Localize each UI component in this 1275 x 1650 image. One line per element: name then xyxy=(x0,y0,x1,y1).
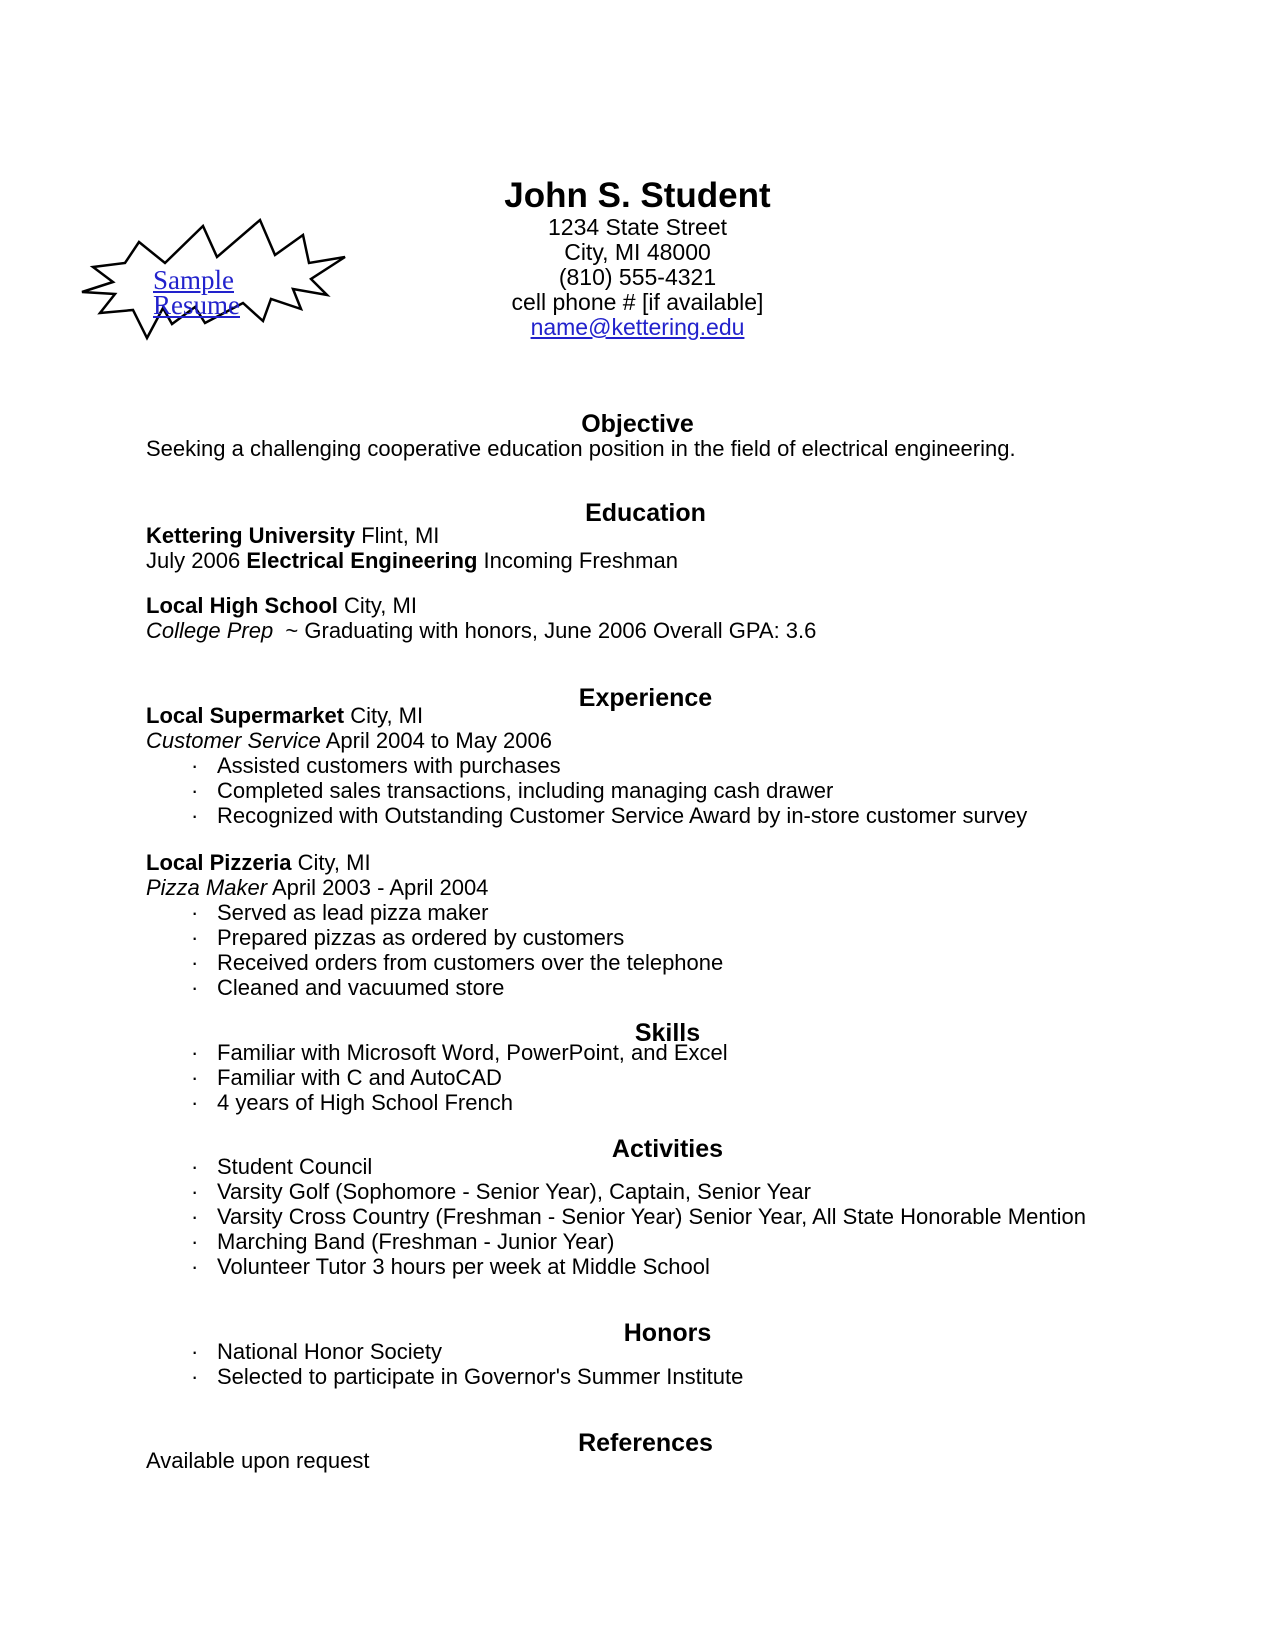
bullet-text: Completed sales transactions, including managing cash drawer xyxy=(217,778,834,803)
activities-list xyxy=(146,1154,1146,1279)
school-detail-line xyxy=(146,548,1146,573)
program-name: College Prep xyxy=(146,618,274,643)
school-location: Flint, MI xyxy=(361,523,440,548)
school-detail-line xyxy=(146,618,1146,643)
bullet-text: Student Council xyxy=(217,1154,373,1179)
bullet-text: Varsity Cross Country (Freshman - Senior Year) Senior Year, All State Honorable Mention xyxy=(217,1204,1087,1229)
references-text: Available upon request xyxy=(146,1448,370,1473)
degree-date: July 2006 xyxy=(146,548,241,573)
section-heading-skills: Skills xyxy=(634,1018,701,1047)
bullet-icon: · xyxy=(191,1204,199,1229)
program-detail: ~ Graduating with honors, June 2006 Overall GPA: 3.6 xyxy=(285,618,817,643)
bullet-icon: · xyxy=(191,1179,199,1204)
address-city: City, MI 48000 xyxy=(564,239,711,265)
bullet-text: Assisted customers with purchases xyxy=(217,753,561,778)
bullet-icon: · xyxy=(191,900,199,925)
address-street: 1234 State Street xyxy=(547,214,727,240)
objective-text: Seeking a challenging cooperative education position in the field of electrical engineering. xyxy=(146,436,1016,461)
bullet-text: National Honor Society xyxy=(217,1339,443,1364)
bullet-icon: · xyxy=(191,753,199,778)
company-location: City, MI xyxy=(297,850,371,875)
job-bullet xyxy=(146,975,1146,1000)
job-bullet xyxy=(146,778,1146,803)
bullet-text: Varsity Golf (Sophomore - Senior Year), Captain, Senior Year xyxy=(217,1179,811,1204)
bullet-icon: · xyxy=(191,950,199,975)
bullet-icon: · xyxy=(191,1154,199,1179)
company-location: City, MI xyxy=(350,703,424,728)
degree-status: Incoming Freshman xyxy=(483,548,678,573)
bullet-text: 4 years of High School French xyxy=(217,1090,513,1115)
phone-number: (810) 555-4321 xyxy=(558,264,717,290)
bullet-text: Cleaned and vacuumed store xyxy=(217,975,505,1000)
bullet-text: Familiar with Microsoft Word, PowerPoint, and Excel xyxy=(217,1040,728,1065)
bullet-icon: · xyxy=(191,1090,199,1115)
bullet-icon: · xyxy=(191,1040,199,1065)
school-location: City, MI xyxy=(344,593,417,618)
job-entry-supermarket xyxy=(146,703,1146,828)
bullet-icon: · xyxy=(191,778,199,803)
bullet-text: Prepared pizzas as ordered by customers xyxy=(217,925,625,950)
skill-bullet xyxy=(146,1065,1146,1090)
bullet-icon: · xyxy=(191,803,199,828)
bullet-text: Served as lead pizza maker xyxy=(217,900,489,925)
job-bullet xyxy=(146,950,1146,975)
job-dates: April 2004 to May 2006 xyxy=(325,728,553,753)
activity-bullet xyxy=(146,1154,1146,1179)
job-title-line xyxy=(146,703,1146,728)
bullet-icon: · xyxy=(191,1339,199,1364)
honor-bullet xyxy=(146,1339,1146,1364)
activity-bullet xyxy=(146,1229,1146,1254)
bullet-icon: · xyxy=(191,975,199,1000)
education-entry-highschool xyxy=(146,593,1146,643)
bullet-text: Familiar with C and AutoCAD xyxy=(217,1065,502,1090)
bullet-icon: · xyxy=(191,925,199,950)
activity-bullet xyxy=(146,1179,1146,1204)
honors-list xyxy=(146,1339,1146,1389)
job-role: Pizza Maker xyxy=(146,875,268,900)
activity-bullet xyxy=(146,1254,1146,1279)
job-title-line xyxy=(146,850,1146,875)
bullet-text: Received orders from customers over the telephone xyxy=(217,950,724,975)
skill-bullet xyxy=(146,1040,1146,1065)
bullet-text: Recognized with Outstanding Customer Service Award by in-store customer survey xyxy=(217,803,1028,828)
contact-header xyxy=(0,177,1275,340)
school-name: Kettering University xyxy=(146,523,356,548)
bullet-text: Volunteer Tutor 3 hours per week at Middle School xyxy=(217,1254,710,1279)
section-heading-objective: Objective xyxy=(581,409,694,438)
section-heading-honors: Honors xyxy=(623,1318,712,1347)
school-name: Local High School xyxy=(146,593,338,618)
section-heading-activities: Activities xyxy=(611,1134,724,1163)
bullet-icon: · xyxy=(191,1364,199,1389)
company-name: Local Supermarket xyxy=(146,703,345,728)
email-link[interactable]: name@kettering.edu xyxy=(530,314,745,340)
candidate-name: John S. Student xyxy=(504,176,771,215)
bullet-text: Marching Band (Freshman - Junior Year) xyxy=(217,1229,615,1254)
school-title-line xyxy=(146,523,1146,548)
job-bullet xyxy=(146,753,1146,778)
skill-bullet xyxy=(146,1090,1146,1115)
school-title-line xyxy=(146,593,1146,618)
honor-bullet xyxy=(146,1364,1146,1389)
badge-line-resume[interactable]: Resume xyxy=(153,290,240,320)
activity-bullet xyxy=(146,1204,1146,1229)
section-heading-education: Education xyxy=(585,498,706,527)
job-role: Customer Service xyxy=(146,728,321,753)
skills-list xyxy=(146,1040,1146,1115)
company-name: Local Pizzeria xyxy=(146,850,292,875)
degree-major: Electrical Engineering xyxy=(246,548,478,573)
job-entry-pizzeria xyxy=(146,850,1146,1000)
bullet-text: Selected to participate in Governor's Summer Institute xyxy=(217,1364,744,1389)
section-heading-experience: Experience xyxy=(578,683,713,712)
education-entry-kettering xyxy=(146,523,1146,573)
badge-line-sample[interactable]: Sample xyxy=(153,265,234,295)
bullet-icon: · xyxy=(191,1254,199,1279)
job-bullet xyxy=(146,900,1146,925)
job-bullet xyxy=(146,925,1146,950)
bullet-icon: · xyxy=(191,1065,199,1090)
job-role-line xyxy=(146,728,1146,753)
cell-phone-note: cell phone # [if available] xyxy=(511,289,764,315)
job-role-line xyxy=(146,875,1146,900)
bullet-icon: · xyxy=(191,1229,199,1254)
job-bullet xyxy=(146,803,1146,828)
section-heading-references: References xyxy=(578,1428,713,1457)
job-dates: April 2003 - April 2004 xyxy=(271,875,489,900)
